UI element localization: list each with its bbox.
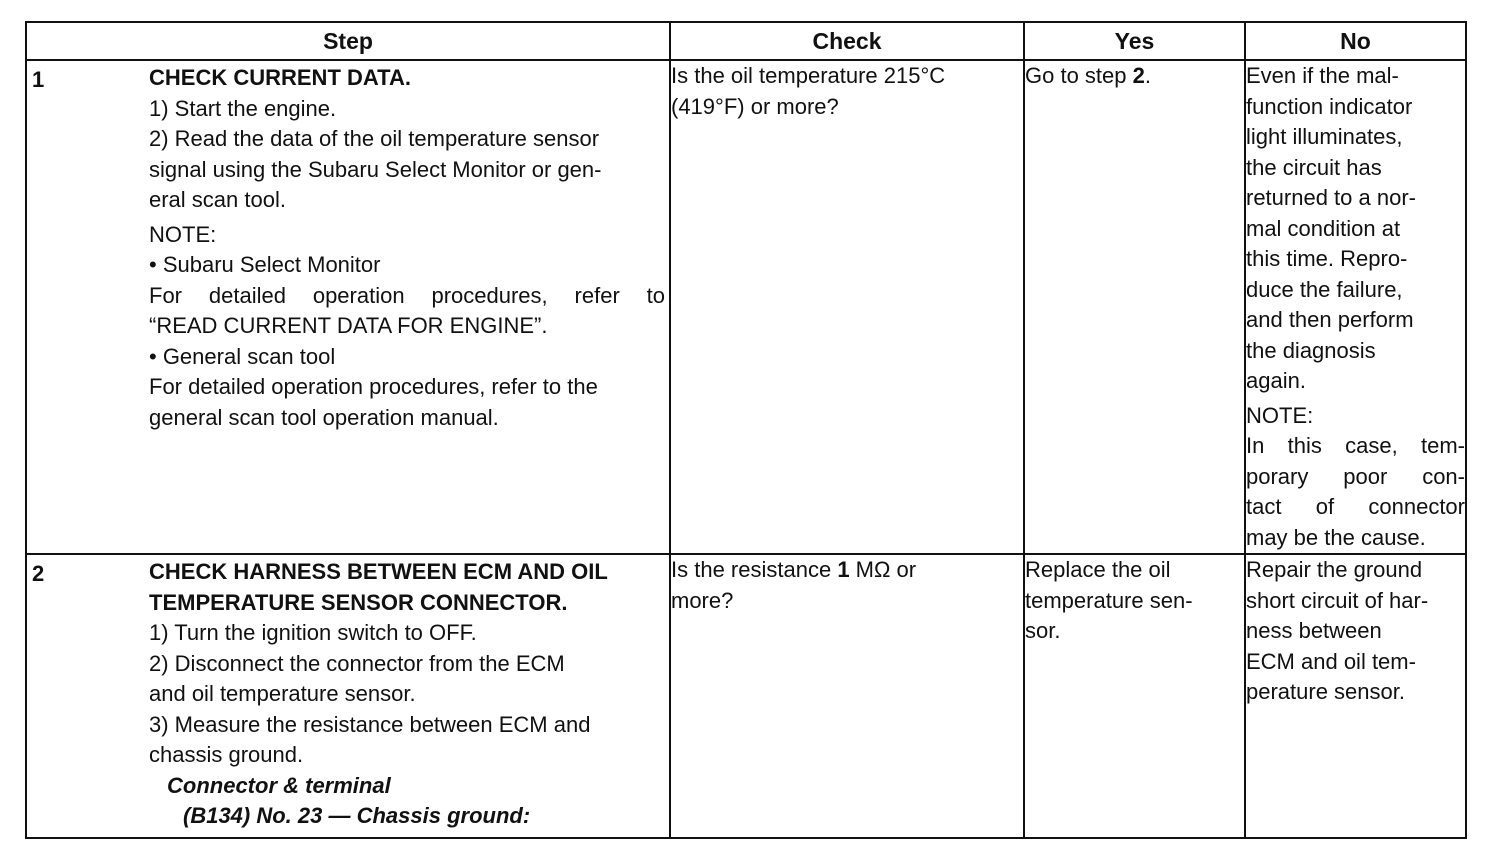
no-cell — [1245, 60, 1466, 554]
step-line: and oil temperature sensor. — [149, 681, 416, 706]
no-line: returned to a nor- — [1246, 185, 1416, 210]
yes-line: sor. — [1025, 618, 1061, 643]
check-cell — [670, 554, 1024, 838]
no-line: short circuit of har- — [1246, 587, 1429, 613]
no-line: the circuit has — [1246, 154, 1382, 180]
yes-cell — [1024, 60, 1245, 554]
step-line: signal using the Subaru Select Monitor or gen- — [149, 156, 602, 182]
table-row — [26, 60, 1466, 554]
no-line: the diagnosis — [1246, 337, 1376, 363]
no-line: ECM and oil tem- — [1246, 648, 1416, 674]
no-cell — [1245, 554, 1466, 838]
step-title: CHECK HARNESS BETWEEN ECM AND OIL — [149, 559, 608, 584]
connector-value: (B134) No. 23 — Chassis ground: — [183, 803, 531, 828]
no-line: Repair the ground — [1246, 557, 1423, 582]
no-line: ness between — [1246, 618, 1382, 643]
bullet-text: general scan tool operation manual. — [149, 404, 499, 430]
yes-cell — [1024, 554, 1245, 838]
bullet-item: • General scan tool — [149, 343, 336, 369]
step-line: 1) Turn the ignition switch to OFF. — [149, 620, 477, 645]
check-text: Is the resistance — [671, 557, 838, 582]
step-title: TEMPERATURE SENSOR CONNECTOR. — [149, 589, 568, 615]
yes-suffix: . — [1144, 63, 1151, 88]
no-line: again. — [1246, 368, 1306, 393]
no-line: this time. Repro- — [1246, 246, 1408, 271]
step-line: 2) Disconnect the connector from the ECM — [149, 650, 565, 676]
no-line: Even if the mal- — [1246, 63, 1399, 88]
step-cell — [26, 554, 670, 838]
step-line: chassis ground. — [149, 742, 304, 767]
no-note-line: porary poor con- — [1246, 463, 1465, 489]
bullet-text: For detailed operation procedures, refer to the — [149, 374, 598, 399]
header-step: Step — [26, 22, 670, 60]
yes-line: temperature sen- — [1025, 587, 1193, 613]
yes-line: Replace the oil — [1025, 557, 1171, 582]
check-value: 1 — [837, 557, 850, 582]
step-line: 3) Measure the resistance between ECM and — [149, 711, 591, 737]
step-number: 2 — [32, 561, 45, 586]
note-label: NOTE: — [149, 221, 217, 247]
no-note-label: NOTE: — [1246, 402, 1314, 428]
table-row — [26, 554, 1466, 838]
header-row — [26, 22, 1466, 60]
bullet-text: For detailed operation procedures, refer to — [149, 282, 665, 308]
no-note-line: may be the cause. — [1246, 524, 1426, 550]
no-line: perature sensor. — [1246, 679, 1405, 704]
yes-step-ref: 2 — [1132, 63, 1145, 88]
step-title: CHECK CURRENT DATA. — [149, 65, 411, 90]
no-line: light illuminates, — [1246, 124, 1403, 149]
check-line — [671, 555, 1023, 586]
check-unit: MΩ or — [849, 557, 917, 582]
check-cell — [670, 60, 1024, 554]
no-line: and then perform — [1246, 307, 1414, 332]
step-body — [149, 61, 669, 433]
step-line: 1) Start the engine. — [149, 95, 337, 121]
check-line: (419°F) or more? — [671, 93, 839, 119]
diagnosis-table — [25, 21, 1467, 839]
no-note-line: In this case, tem- — [1246, 433, 1465, 458]
step-line: eral scan tool. — [149, 187, 286, 212]
connector-label: Connector & terminal — [167, 772, 391, 798]
header-check: Check — [670, 22, 1024, 60]
step-body — [149, 555, 669, 832]
check-line: more? — [671, 587, 734, 613]
no-line: mal condition at — [1246, 215, 1401, 241]
bullet-item: • Subaru Select Monitor — [149, 252, 381, 277]
no-line: duce the failure, — [1246, 276, 1403, 302]
check-line: Is the oil temperature 215°C — [671, 63, 946, 88]
step-line: 2) Read the data of the oil temperature sensor — [149, 126, 600, 151]
bullet-text: “READ CURRENT DATA FOR ENGINE”. — [149, 313, 548, 338]
yes-text: Go to step — [1025, 63, 1133, 88]
no-note-line: tact of connector — [1246, 494, 1465, 519]
no-line: function indicator — [1246, 93, 1413, 119]
step-number: 1 — [32, 67, 45, 92]
header-yes: Yes — [1024, 22, 1245, 60]
step-cell — [26, 60, 670, 554]
header-no: No — [1245, 22, 1466, 60]
